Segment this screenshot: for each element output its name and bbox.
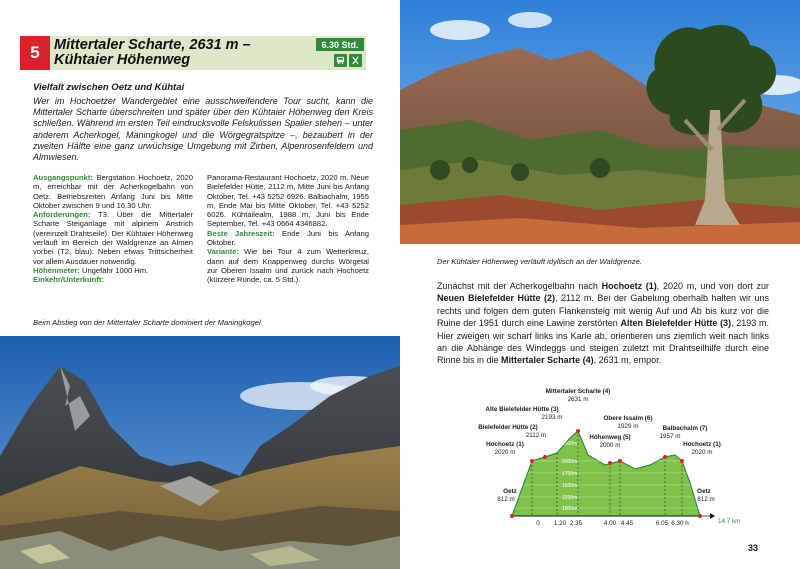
page-number: 33 bbox=[748, 543, 759, 553]
waypoint-name: Mittertaler Scharte (4) bbox=[545, 388, 611, 395]
altitude-label: Höhenmeter: bbox=[33, 265, 80, 275]
requirements-label: Anforderungen: bbox=[33, 210, 91, 220]
waypoint-alt: 2020 m bbox=[691, 449, 713, 456]
bus-icon bbox=[334, 54, 347, 67]
route-text-part: , 2631 m, empor. bbox=[593, 355, 662, 366]
x-tick: 6.30 h bbox=[671, 520, 689, 527]
waypoint-alt: 812 m bbox=[697, 496, 715, 503]
waypoint-name: Höhenweg (5) bbox=[589, 434, 631, 441]
variant-label: Variante: bbox=[207, 247, 240, 257]
waypoint-alt: 2000 m bbox=[599, 442, 621, 449]
route-waypoint: Alten Bielefelder Hütte (3) bbox=[620, 318, 732, 329]
tour-title-line1: Mittertaler Scharte, 2631 m – bbox=[54, 37, 251, 53]
x-tick: 4.00 bbox=[603, 520, 617, 527]
tour-title bbox=[54, 38, 251, 68]
elevation-profile bbox=[470, 383, 770, 538]
requirements-text: T3. Über die Mittertaler Scharte Steiganlage mit alpinem Anstrich (vereinzelt Drahtseile). Der Kühtaier Höhenweg verläuft im Bereich der Waldgrenze an Almen vorbei (T2, blau). Neben etwas Trittsicherheit vor allem Ausdauer notwendig. bbox=[33, 210, 193, 266]
waypoint-alt: 2631 m bbox=[567, 396, 589, 403]
info-column-2 bbox=[207, 173, 369, 285]
waypoint-alt: 2193 m bbox=[541, 414, 563, 421]
waypoint-name: Hochoetz (1) bbox=[683, 441, 721, 448]
restaurant-icon bbox=[349, 54, 362, 67]
photo-caption-right: Der Kühtaier Höhenweg verläuft idyllisch an der Waldgrenze. bbox=[437, 257, 642, 266]
y-tick: 1750m bbox=[562, 471, 578, 477]
season-text: Ende Juni bis Anfang Oktober. bbox=[207, 228, 369, 248]
start-text: Bergstation Hochoetz, 2020 m, erreichbar mit der Acherkogelbahn von Oetz. Betriebszeiten Anfang Juni bis Mitte Oktober zwischen 9 und 16.30 Uhr. bbox=[33, 173, 193, 210]
route-text-part: , 2020 m, und von dort zur bbox=[656, 281, 770, 291]
waypoint-name: Alte Bielefelder Hütte (3) bbox=[485, 406, 559, 413]
x-tick: 6.05 bbox=[655, 520, 669, 527]
waypoint-name: Oetz bbox=[697, 488, 711, 495]
route-description bbox=[437, 280, 769, 367]
route-waypoint: Hochoetz (1) bbox=[601, 281, 657, 291]
distance-label: 14.7 km bbox=[718, 518, 741, 525]
x-tick: 0 bbox=[536, 520, 540, 527]
waypoint-name: Bielefelder Hütte (2) bbox=[478, 424, 538, 431]
photo-caption-left: Beim Abstieg von der Mittertaler Scharte dominiert der Maningkogel. bbox=[33, 318, 263, 327]
start-label: Ausgangspunkt: bbox=[33, 173, 93, 182]
tour-subtitle: Vielfalt zwischen Oetz und Kühtai bbox=[33, 82, 185, 93]
waypoint-alt: 1929 m bbox=[617, 423, 639, 430]
route-waypoint: Neuen Bielefelder Hütte (2) bbox=[437, 293, 556, 304]
tour-intro: Wer im Hochoetzer Wandergebiet eine ausschweifendere Tour sucht, kann die Mittertaler Scharte überschreiten und später über den Kühtaier Höhenweg den Kreis schließen. Während im ersten Teil eindrucksvolle Felskulissen Spalier stehen – unter anderem Acherkogel, Maningkogel und die Wörgegratspitze –, bezaubert in der zweiten Hälfte eine ganz urwüchsige Umgebung mit Zirben, Alpenrosenfeldern und Almwiesen. bbox=[33, 96, 373, 163]
y-tick: 1250m bbox=[562, 495, 578, 501]
waypoint-alt: 2112 m bbox=[525, 432, 547, 439]
transport-icons bbox=[334, 54, 362, 67]
tour-title-line2: Kühtaier Höhenweg bbox=[54, 52, 191, 68]
waypoint-alt: 2020 m bbox=[494, 449, 516, 456]
waypoint-alt: 812 m bbox=[497, 496, 515, 503]
route-text-part: , 2112 m. Bei der Gabelung oberhalb halten wir uns rechts und folgen dem guten Flankensteig mit wenig Auf und Ab bis kurz vor die Ruine der 1951 durch eine Lawine zerstörten bbox=[437, 293, 769, 329]
y-tick: 2000m bbox=[562, 459, 578, 465]
y-tick: 2500m bbox=[562, 441, 578, 447]
x-tick: 4.45 bbox=[620, 520, 634, 527]
season-label: Beste Jahreszeit: bbox=[207, 228, 275, 238]
y-tick: 1000m bbox=[562, 506, 578, 512]
waypoint-name: Obere Issalm (6) bbox=[603, 415, 653, 422]
mountain-photo bbox=[0, 336, 400, 569]
duration-badge: 6.30 Std. bbox=[316, 38, 364, 51]
waypoint-alt: 1957 m bbox=[659, 433, 681, 440]
stop-label: Einkehr/Unterkunft: bbox=[33, 275, 104, 285]
variant-text: Wie bei Tour 4 zum Wetterkreuz, dann auf dem Knappenweg durchs Wörgetal zur Oberen Issalm und zurück nach Hochoetz (kürzere Runde, ca. 5 Std.). bbox=[207, 247, 369, 285]
route-waypoint: Mittertaler Scharte (4) bbox=[501, 355, 594, 366]
tour-header bbox=[20, 36, 366, 70]
waypoint-name: Hochoetz (1) bbox=[486, 441, 524, 448]
info-column-1 bbox=[33, 173, 193, 285]
forest-photo bbox=[400, 0, 800, 244]
tour-number: 5 bbox=[20, 36, 50, 70]
route-text-part: , 2193 m. Hier zweigen wir scharf links ins Karle ab, orientieren uns ziemlich weit nach links an die Abhänge des Windeggs und steigen zuletzt mit Drahtseilhilfe durch eine Rinne bis in die bbox=[437, 318, 769, 366]
waypoint-name: Oetz bbox=[503, 488, 517, 495]
route-text-part: Zunächst mit der Acherkogelbahn nach bbox=[437, 281, 602, 291]
x-tick: 1.20 bbox=[553, 520, 567, 527]
stop-text: Panorama-Restaurant Hochoetz, 2020 m. Neue Bielefelder Hütte, 2112 m, Mitte Juni bis Anfang Oktober, Tel. +43 5252 6926. Balbachalm, 1955 m, Ende Mai bis Mitte Oktober, Tel. +43 5252 6026. Kühtailealm, 1988 m, Juni bis Ende September, Tel. +43 0664 4346882. bbox=[207, 173, 369, 229]
altitude-text: Ungefähr 1000 Hm. bbox=[79, 265, 149, 275]
waypoint-name: Balbachalm (7) bbox=[662, 425, 708, 432]
y-tick: 1500m bbox=[562, 483, 578, 489]
x-tick: 2.35 bbox=[569, 520, 583, 527]
